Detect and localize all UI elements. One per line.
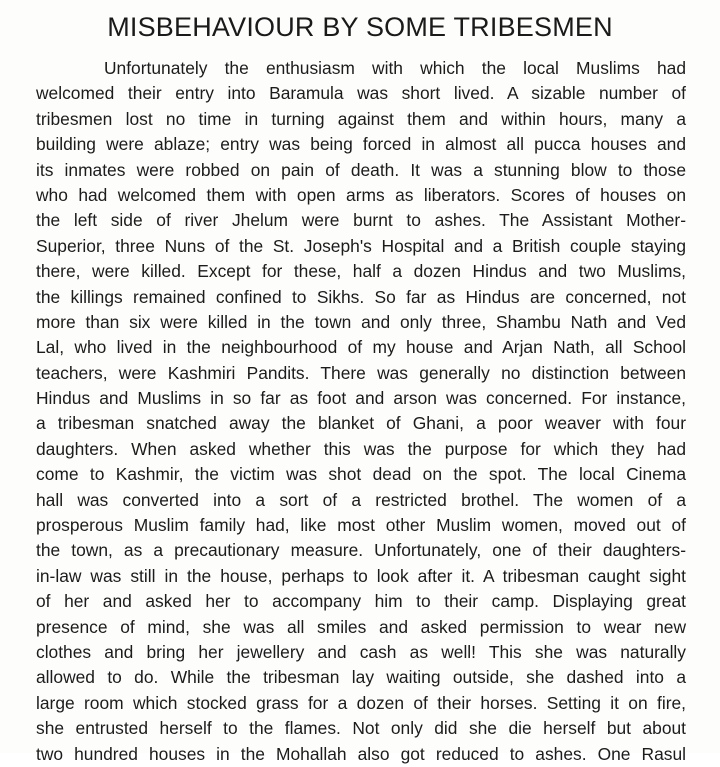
text-line: presence of mind, she was all smiles and asked permission to wear new xyxy=(36,616,686,637)
text-line: tribesmen lost no time in turning against them and within hours, many a xyxy=(36,108,686,129)
text-line: Hindus and Muslims in so far as foot and arson was concerned. For instance, xyxy=(36,388,686,409)
text-line: welcomed their entry into Baramula was short lived. A sizable number of xyxy=(36,83,686,104)
text-line: of her and asked her to accompany him to their camp. Displaying great xyxy=(36,591,686,612)
page-title: MISBEHAVIOUR BY SOME TRIBESMEN xyxy=(107,12,613,42)
body-paragraph xyxy=(36,56,686,767)
text-line: Unfortunately the enthusiasm with which the local Muslims had xyxy=(104,58,686,78)
text-line: two hundred houses in the Mohallah also got reduced to ashes. One Rasul xyxy=(36,743,686,764)
text-line: hall was converted into a sort of a restricted brothel. The women of a xyxy=(36,489,686,510)
text-line: prosperous Muslim family had, like most other Muslim women, moved out of xyxy=(36,515,686,536)
text-line: in-law was still in the house, perhaps to look after it. A tribesman caught sight xyxy=(36,565,686,586)
text-line: Superior, three Nuns of the St. Joseph's Hospital and a British couple staying xyxy=(36,235,686,256)
text-line: teachers, were Kashmiri Pandits. There was generally no distinction between xyxy=(36,362,686,383)
text-line: clothes and bring her jewellery and cash as well! This she was naturally xyxy=(36,641,686,662)
text-line: there, were killed. Except for these, half a dozen Hindus and two Muslims, xyxy=(36,261,686,282)
text-line: a tribesman snatched away the blanket of Ghani, a poor weaver with four xyxy=(36,413,686,434)
text-line: large room which stocked grass for a dozen of their horses. Setting it on fire, xyxy=(36,692,686,713)
text-line: allowed to do. While the tribesman lay waiting outside, she dashed into a xyxy=(36,667,686,688)
text-line: daughters. When asked whether this was the purpose for which they had xyxy=(36,438,686,459)
text-line: building were ablaze; entry was being forced in almost all pucca houses and xyxy=(36,134,686,155)
text-line: its inmates were robbed on pain of death. It was a stunning blow to those xyxy=(36,159,686,180)
text-line: the town, as a precautionary measure. Unfortunately, one of their daughters- xyxy=(36,540,686,561)
text-line: the killings remained confined to Sikhs. So far as Hindus are concerned, not xyxy=(36,286,686,307)
text-line: she entrusted herself to the flames. Not only did she die herself but about xyxy=(36,718,686,739)
text-line: Lal, who lived in the neighbourhood of my house and Arjan Nath, all School xyxy=(36,337,686,358)
text-line: who had welcomed them with open arms as liberators. Scores of houses on xyxy=(36,184,686,205)
text-line: come to Kashmir, the victim was shot dead on the spot. The local Cinema xyxy=(36,464,686,485)
text-line: more than six were killed in the town and only three, Shambu Nath and Ved xyxy=(36,311,686,332)
text-line: the left side of river Jhelum were burnt to ashes. The Assistant Mother- xyxy=(36,210,686,231)
